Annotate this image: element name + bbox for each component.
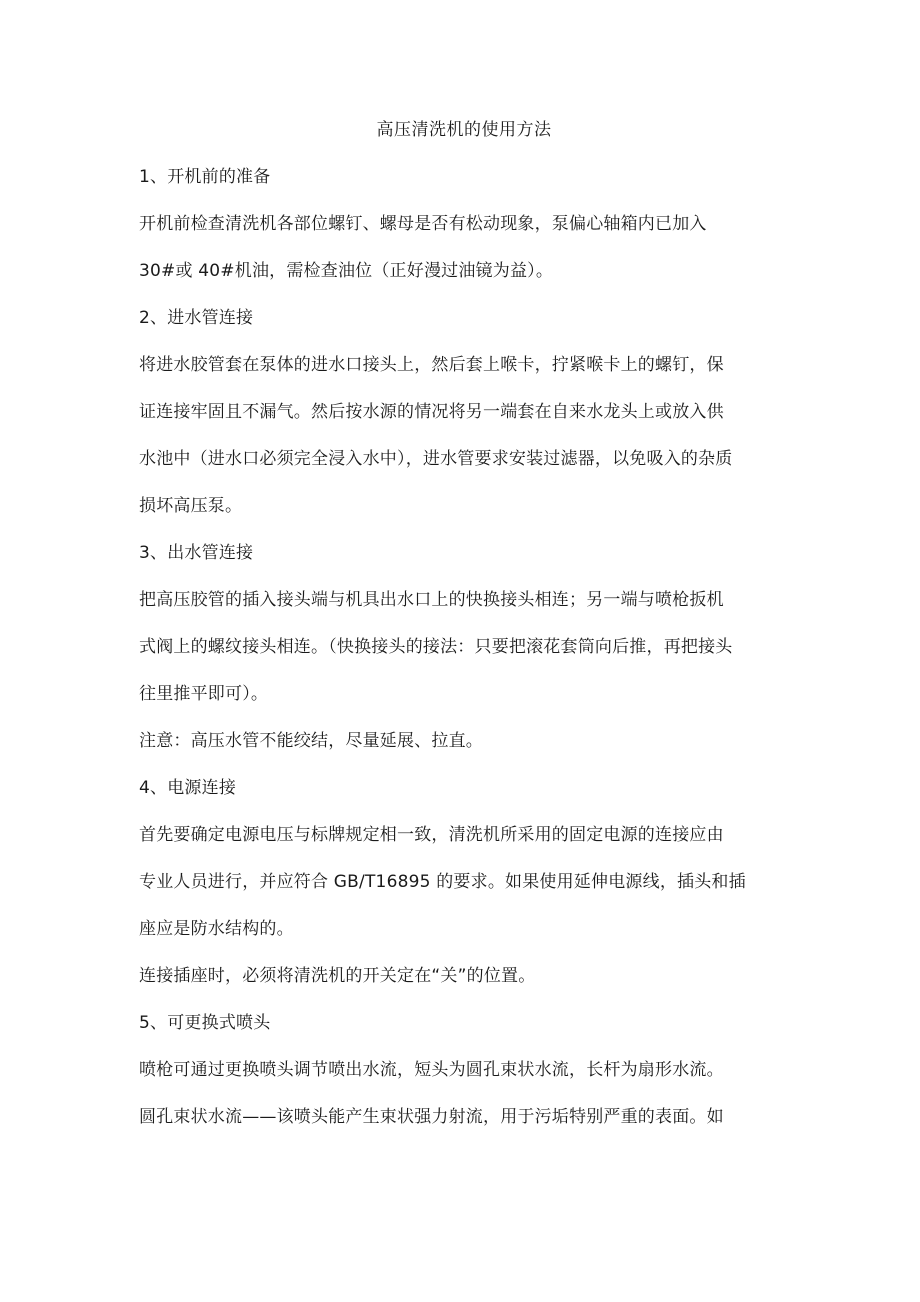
- paragraph-line: 连接插座时，必须将清洗机的开关定在“关”的位置。: [139, 966, 536, 986]
- note-line: 注意：高压水管不能绞结，尽量延展、拉直。: [139, 731, 483, 751]
- paragraph-line: 喷枪可通过更换喷头调节喷出水流，短头为圆孔束状水流，长杆为扇形水流。: [139, 1060, 724, 1080]
- paragraph-line: 把高压胶管的插入接头端与机具出水口上的快换接头相连；另一端与喷枪扳机: [139, 590, 724, 610]
- paragraph-line: 专业人员进行，并应符合 GB/T16895 的要求。如果使用延伸电源线，插头和插: [139, 872, 746, 892]
- paragraph-line: 开机前检查清洗机各部位螺钉、螺母是否有松动现象，泵偏心轴箱内已加入: [139, 214, 707, 234]
- document-title: 高压清洗机的使用方法: [376, 120, 552, 140]
- paragraph-line: 水池中（进水口必须完全浸入水中），进水管要求安装过滤器，以免吸入的杂质: [139, 449, 733, 469]
- paragraph-line: 座应是防水结构的。: [139, 919, 294, 939]
- section-heading-4: 4、电源连接: [139, 778, 237, 798]
- document-body: [139, 118, 789, 1152]
- paragraph-line: 将进水胶管套在泵体的进水口接头上，然后套上喉卡，拧紧喉卡上的螺钉，保: [139, 355, 724, 375]
- section-heading-5: 5、可更换式喷头: [139, 1013, 271, 1033]
- paragraph-line: 式阀上的螺纹接头相连。（快换接头的接法：只要把滚花套筒向后推，再把接头: [139, 637, 733, 657]
- paragraph-line: 圆孔束状水流——该喷头能产生束状强力射流，用于污垢特别严重的表面。如: [139, 1107, 724, 1127]
- paragraph-line: 损坏高压泵。: [139, 496, 243, 516]
- paragraph-line: 首先要确定电源电压与标牌规定相一致，清洗机所采用的固定电源的连接应由: [139, 825, 724, 845]
- paragraph-line: 30#或 40#机油，需检查油位（正好漫过油镜为益）。: [139, 261, 554, 281]
- section-heading-1: 1、开机前的准备: [139, 167, 271, 187]
- section-heading-3: 3、出水管连接: [139, 543, 254, 563]
- paragraph-line: 往里推平即可）。: [139, 684, 269, 704]
- paragraph-line: 证连接牢固且不漏气。然后按水源的情况将另一端套在自来水龙头上或放入供: [139, 402, 724, 422]
- section-heading-2: 2、进水管连接: [139, 308, 254, 328]
